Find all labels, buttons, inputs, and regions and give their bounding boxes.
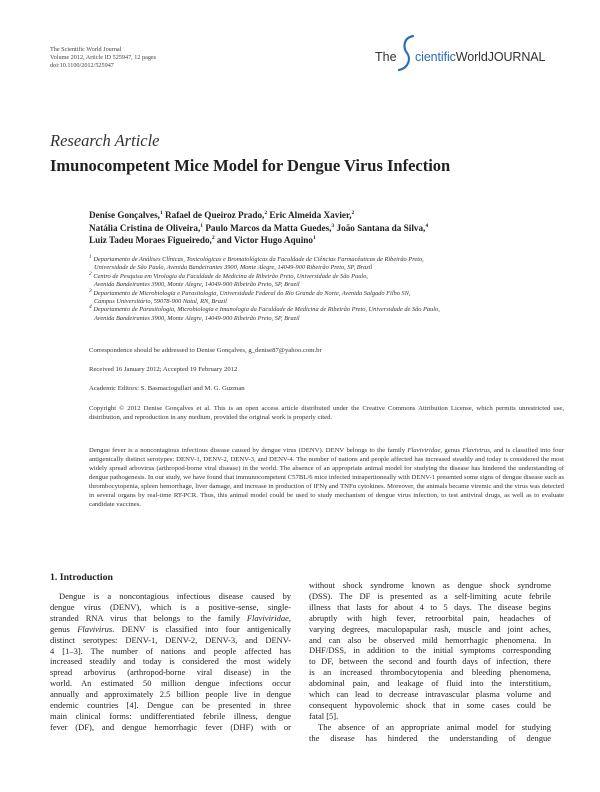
logo-the: The	[375, 50, 397, 64]
journal-doi: doi:10.1100/2012/525947	[50, 62, 114, 70]
text-line: consequent hypovolemic shock that in some cases could be	[309, 699, 551, 710]
received-dates: Received 16 January 2012; Accepted 19 February 2012	[89, 366, 238, 373]
journal-logo	[375, 34, 555, 74]
logo-cientific: cientific	[415, 50, 456, 64]
author-name: João Santana da Silva,	[334, 222, 426, 233]
author-affil-sup: 1	[312, 234, 316, 241]
text-line: stranded RNA virus that belongs to the family Flaviviridae,	[50, 612, 291, 623]
affiliation	[89, 306, 564, 323]
text-line: main clinical forms: undifferentiated febrile illness, dengue	[50, 710, 291, 721]
affiliation	[89, 270, 564, 290]
affiliation-text: Departamento de Microbiologia e Parasitologia, Universidade Federal do Rio Grande do Norte, Avenida Salgado Filho SN,	[93, 289, 411, 297]
author-name: and Victor Hugo Aquino	[214, 235, 313, 245]
logo-wordmark	[415, 50, 545, 64]
right-column	[309, 580, 551, 744]
correspondence: Correspondence should be addressed to Denise Gonçalves, g_denise87@yahoo.com.br	[89, 347, 322, 354]
affiliation-text: Departamento de Parasitologia, Microbiologia e Imunologia da Faculdade de Medicina de Ribeirão Preto, Universidade de São Paulo,	[93, 306, 440, 314]
text-line: endemic countries [4]. Dengue can be presented in three	[50, 700, 291, 711]
text-line: world. An estimated 50 million dengue infections occur	[50, 678, 291, 689]
affiliation-text-cont: Universidade de São Paulo, Avenida Bandeirantes 3900, Monte Alegre, 14049-900 Ribeirão Preto, SP, Brazil	[94, 264, 373, 272]
author-line	[89, 209, 559, 222]
text-line: increased steadily and today is considered the most widely	[50, 656, 291, 667]
section-heading: 1. Introduction	[50, 572, 113, 583]
author-affil-sup: 3	[331, 222, 335, 229]
journal-name: The Scientific World Journal	[50, 46, 122, 53]
author-affil-sup: 2	[211, 234, 215, 241]
affiliation-text: Centro de Pesquisa em Virologia da Faculdade de Medicina de Ribeirão Preto, Universidade de São Paulo,	[93, 272, 368, 280]
author-name: Luiz Tadeu Moraes Figueiredo,	[89, 235, 212, 245]
author-name: Paulo Marcos da Matta Guedes,	[203, 222, 332, 233]
author-line	[89, 222, 559, 235]
left-column	[50, 591, 291, 733]
article-type: Research Article	[50, 131, 160, 150]
text-line: spread arbovirus (arthropod-borne viral disease) in the	[50, 667, 291, 678]
text-line: varying degrees, maculopapular rash, muscle and joint aches,	[309, 623, 551, 634]
affiliation-list	[89, 253, 564, 323]
abstract-text: Dengue fever is a noncontagious infectious disease caused by dengue virus (DENV). DENV belongs to the family	[89, 447, 408, 454]
logo-world: World	[455, 50, 488, 64]
text-line: (DSS). The DF is presented as a self-limiting acute febrile	[309, 590, 551, 601]
text-line: DHF/DSS, in addition to the initial symptoms corresponding	[309, 645, 551, 656]
affiliation-number: 4	[89, 304, 92, 311]
author-affil-sup: 2	[351, 209, 355, 216]
author-affil-sup: 1	[159, 209, 163, 216]
taxon-name: Flavivirus	[77, 623, 113, 634]
affiliation-number: 3	[89, 287, 92, 294]
author-name: Denise Gonçalves,	[89, 210, 160, 220]
article-title: Imunocompetent Mice Model for Dengue Virus Infection	[50, 156, 451, 175]
academic-editors: Academic Editors: S. Basmaciogullari and M. G. Guzman	[89, 385, 245, 392]
text-line: annually and approximately 2.5 billion people live in dengue	[50, 689, 291, 700]
copyright-notice: Copyright © 2012 Denise Gonçalves et al. This is an open access article distributed under the Creative Commons Attribution License, which permits unrestricted use, distribution, and reproduction in any medium, provided the original work is properly cited.	[89, 405, 564, 421]
text-line: fatal [5].	[309, 710, 339, 721]
logo-journal: JOURNAL	[487, 50, 546, 64]
abstract-text: , genus	[440, 447, 463, 454]
author-affil-sup: 2	[264, 209, 268, 216]
text-line: distinct serotypes: DENV-1, DENV-2, DENV-3, and DENV-	[50, 634, 291, 645]
text-line: illness that lasts for about 4 to 5 days. The disease begins	[309, 601, 551, 612]
abstract	[89, 447, 564, 510]
affiliation-text: Departamento de Análises Clínicas, Toxicológicas e Bromatológicas da Faculdade de Ciências Farmacêuticas de Ribeirão Preto,	[93, 256, 424, 263]
taxon-name: Flaviviridae	[246, 612, 289, 623]
text-line: abdominal pain, and leakage of fluid into the interstitium,	[309, 678, 551, 689]
affiliation-number: 2	[89, 270, 92, 277]
abstract-text: , and is classified into four antigenically distinct serotypes: DENV-1, DENV-2, DENV-3, and DENV-4. The number of nations and people affected has increased steadily and today is considered the most widely spread arbovirus (arthropod-borne viral disease) in the world. The absence of an appropriate animal model for studying the disease has hindered the understanding of dengue pathogenesis. In our study, we have found that immunocompetent C57BL/6 mice infected intraperitoneally with DENV-1 presented some signs of dengue disease such as thrombocytopenia, spleen hemorrhage, liver damage, and increase in production of IFNγ and TNFα cytokines. Moreover, the animals became viremic and the virus was detected in several organs by real-time RT-PCR. Thus, this animal model could be used to study mechanism of dengue virus infection, to test antiviral drugs, as well as to evaluate candidate vaccines.	[89, 447, 564, 508]
affiliation	[89, 253, 564, 273]
text-line: the disease has hindered the understanding of dengue	[309, 732, 551, 743]
author-name: Eric Almeida Xavier,	[267, 210, 352, 220]
text-line: and can also be observed mild hemorrhagic phenomena. In	[309, 634, 551, 645]
text-line: is an increased thrombocytopenia and bleeding phenomena,	[309, 667, 551, 678]
author-line	[89, 234, 559, 247]
affiliation	[89, 287, 564, 307]
author-affil-sup: 4	[425, 222, 429, 229]
text-line: dengue virus (DENV), which is a positive-sense, single-	[50, 601, 291, 612]
text-line: The absence of an appropriate animal model for studying	[318, 721, 551, 732]
text-line: 4 [1–3]. The number of nations and people affected has	[50, 645, 291, 656]
text-line: which can lead to decrease intravascular plasma volume and	[309, 689, 551, 700]
author-name: Natália Cristina de Oliveira,	[89, 222, 201, 233]
affiliation-text-cont: Avenida Bandeirantes 3900, Monte Alegre, 14049-900 Ribeirão Preto, SP, Brazil	[94, 314, 300, 322]
abstract-genus: Flavivirus	[462, 447, 490, 454]
affiliation-text-cont: Avenida Bandeirantes 3900, Monte Alegre, 14049-900 Ribeirão Preto, SP, Brazil	[94, 281, 300, 289]
author-name: Rafael de Queiroz Prado,	[162, 210, 265, 220]
affiliation-number: 1	[89, 253, 92, 260]
journal-info	[50, 46, 156, 71]
affiliation-text-cont: Campus Universitário, 59078-900 Natal, RN, Brazil	[94, 298, 227, 306]
author-affil-sup: 1	[200, 222, 204, 229]
text-line: abruptly with high fever, retroorbital pain, headaches of	[309, 612, 551, 623]
text-line: to DF, between the second and fourth days of infection, there	[309, 656, 551, 667]
text-line: Dengue is a noncontagious infectious disease caused by	[59, 591, 291, 601]
abstract-family: Flaviviridae	[407, 447, 441, 454]
text-line: genus Flavivirus. DENV is classified into four antigenically	[50, 623, 291, 634]
text-line: fever (DF), and dengue hemorrhagic fever (DHF) with or	[50, 721, 291, 732]
author-list	[89, 209, 559, 247]
journal-volume: Volume 2012, Article ID 525947, 12 pages	[50, 54, 157, 62]
text-line: without shock syndrome known as dengue shock syndrome	[309, 580, 551, 590]
